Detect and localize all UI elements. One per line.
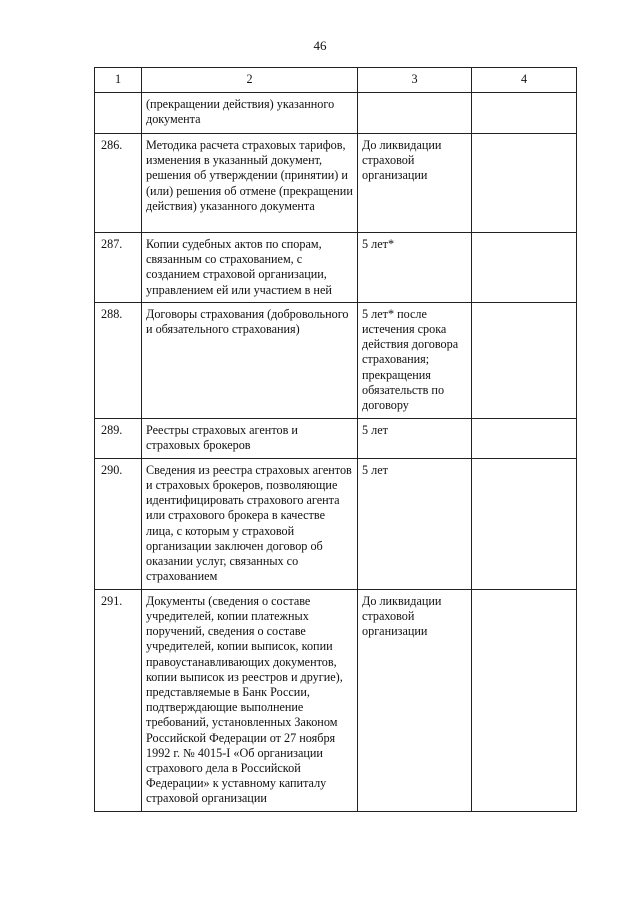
note-cell [472,93,577,134]
retention-term [358,93,472,134]
table-row [95,418,577,458]
table-row [95,233,577,303]
document-name: Договоры страхования (добровольного и обязательного страхования) [142,302,358,418]
column-header-1: 1 [95,68,142,93]
document-name: Документы (сведения о составе учредителей, копии платежных поручений, сведения о составе учредителей, копии выписок, копии правоустанавливающих документов, копии выписок из реестров и другие), представляемые в Банк России, подтверждающие выполнение требований, установленных Законом Российской Федерации от 27 ноября 1992 г. № 4015-I «Об организации страхового дела в Российской Федерации» к уставному капиталу страховой организации [142,589,358,811]
document-name: Копии судебных актов по спорам, связанным со страхованием, с созданием страховой организации, управлением ей или участием в ней [142,233,358,303]
retention-term: 5 лет [358,458,472,589]
table-header-row [95,68,577,93]
note-cell [472,302,577,418]
note-cell [472,134,577,233]
note-cell [472,418,577,458]
retention-term: 5 лет [358,418,472,458]
column-header-2: 2 [142,68,358,93]
document-name: Сведения из реестра страховых агентов и страховых брокеров, позволяющие идентифицировать страхового агента или страхового брокера в качестве лица, с которым у страховой организации заключен договор об оказании услуг, связанных со страхованием [142,458,358,589]
row-number: 286. [95,134,142,233]
row-number: 290. [95,458,142,589]
table-row [95,93,577,134]
records-retention-table [94,67,577,812]
column-header-3: 3 [358,68,472,93]
note-cell [472,458,577,589]
table-row [95,458,577,589]
document-name: Методика расчета страховых тарифов, изменения в указанный документ, решения об утверждении (принятии) и (или) решения об отмене (прекращении действия) указанного документа [142,134,358,233]
row-number [95,93,142,134]
table-row [95,589,577,811]
table-row [95,302,577,418]
document-name: Реестры страховых агентов и страховых брокеров [142,418,358,458]
page-number: 46 [313,38,327,53]
note-cell [472,233,577,303]
row-number: 287. [95,233,142,303]
document-name: (прекращении действия) указанного документа [142,93,358,134]
retention-term: 5 лет* после истечения срока действия договора страхования; прекращения обязательств по договору [358,302,472,418]
row-number: 291. [95,589,142,811]
row-number: 289. [95,418,142,458]
column-header-4: 4 [472,68,577,93]
retention-term: До ликвидации страховой организации [358,589,472,811]
retention-term: До ликвидации страховой организации [358,134,472,233]
retention-term: 5 лет* [358,233,472,303]
table-row [95,134,577,233]
note-cell [472,589,577,811]
row-number: 288. [95,302,142,418]
